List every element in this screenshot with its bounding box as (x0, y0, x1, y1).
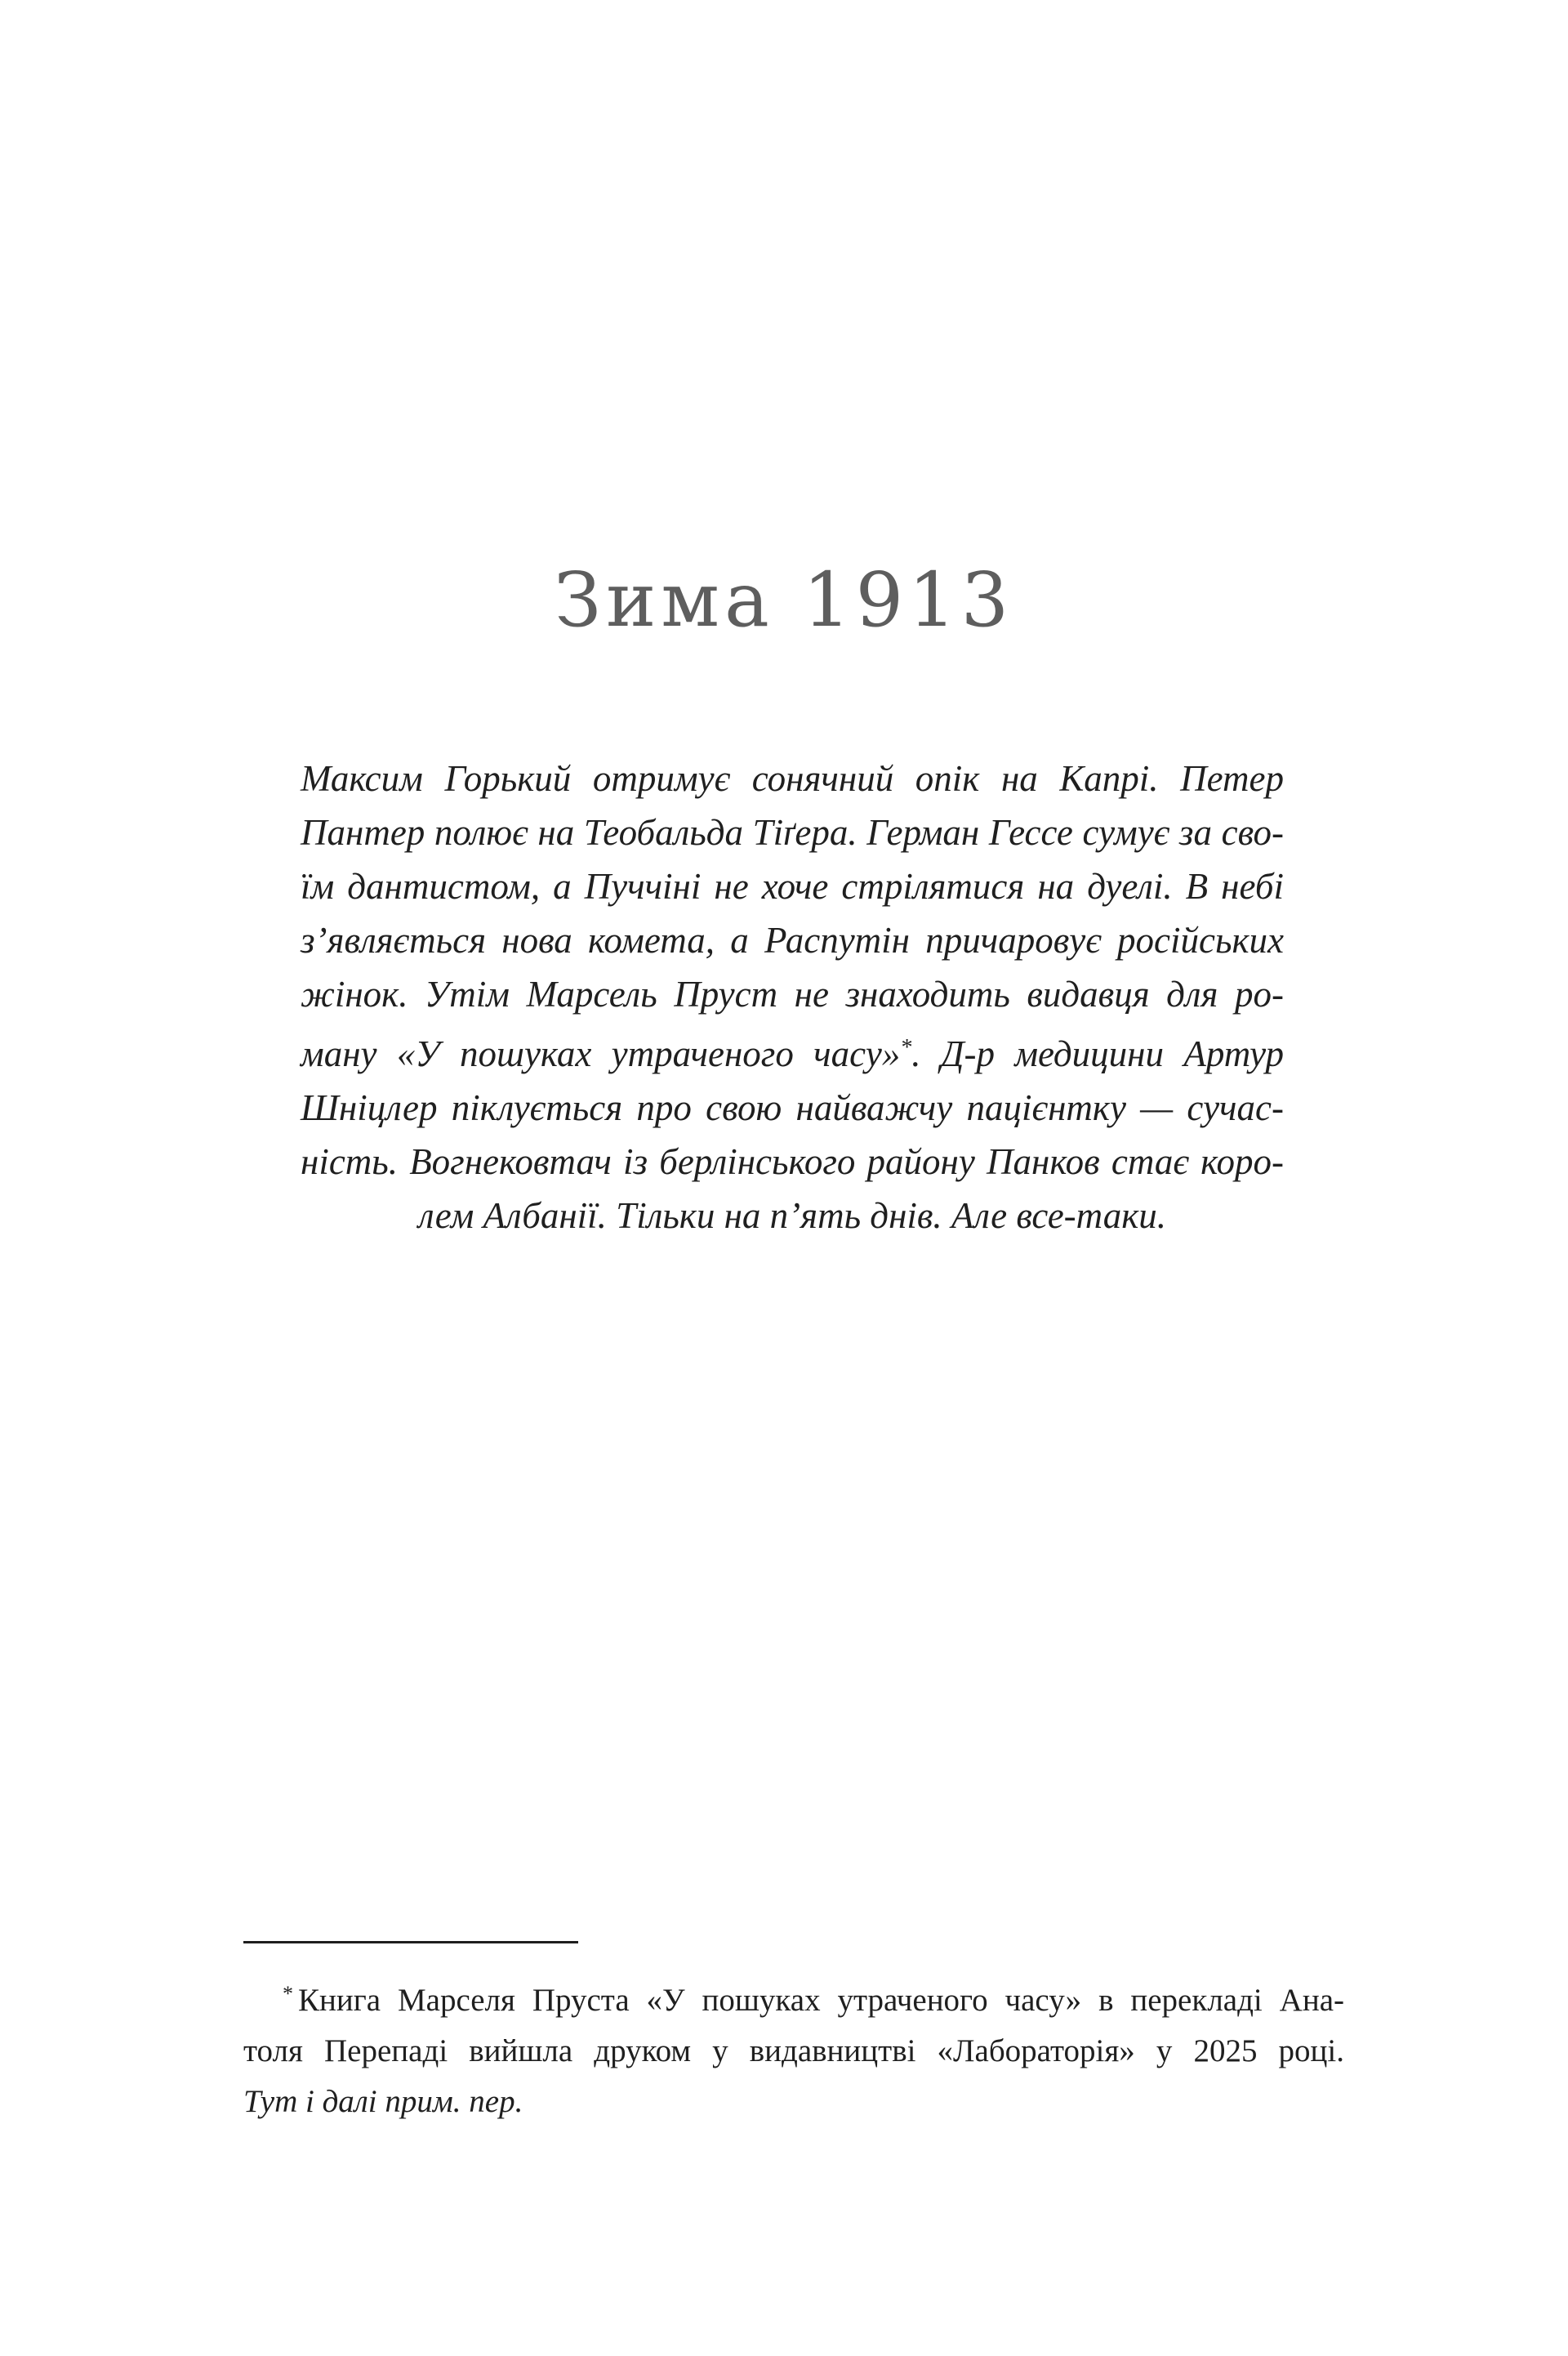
summary-line: Шніцлер піклується про свою найважчу пацієнтку — сучас- (301, 1087, 1284, 1128)
chapter-title: Зима 1913 (554, 556, 1014, 644)
summary-line: ність. Вогнековтач із берлінського району Панков стає коро- (301, 1141, 1284, 1182)
footnote-text: Книга Марселя Пруста «У пошуках утраченого часу» в перекладі Ана- (298, 1983, 1344, 2018)
summary-line: лем Албанії. Тільки на п’ять днів. Але все-таки. (417, 1195, 1167, 1236)
summary-line-part: ману «У пошуках утраченого часу» (301, 1033, 901, 1074)
summary-line: Пантер полює на Теобальда Тіґера. Герман Гессе сумує за сво- (301, 812, 1284, 853)
footnote-line: толя Перепаді вийшла друком у видавництві «Лабораторія» у 2025 році. (243, 2033, 1344, 2068)
summary-line: їм дантистом, а Пуччіні не хоче стрілятися на дуелі. В небі (301, 866, 1284, 907)
footnote-divider (243, 1941, 578, 1943)
summary-line: з’являється нова комета, а Распутін причаровує російських (301, 920, 1284, 961)
footnote-line (243, 1969, 1344, 2026)
summary-line-with-footnote (301, 1021, 1284, 1081)
footnote (243, 1969, 1344, 2127)
summary-line-part: . Д-р медицини Артур (911, 1033, 1284, 1074)
chapter-summary (301, 752, 1284, 1243)
footnote-reference[interactable]: * (900, 1035, 912, 1060)
translator-note: Тут і далі прим. пер. (243, 2084, 523, 2119)
summary-line: Максим Горький отримує сонячний опік на Капрі. Петер (301, 758, 1284, 799)
summary-line: жінок. Утім Марсель Пруст не знаходить видавця для ро- (301, 974, 1284, 1015)
footnote-marker: * (283, 1982, 293, 2006)
